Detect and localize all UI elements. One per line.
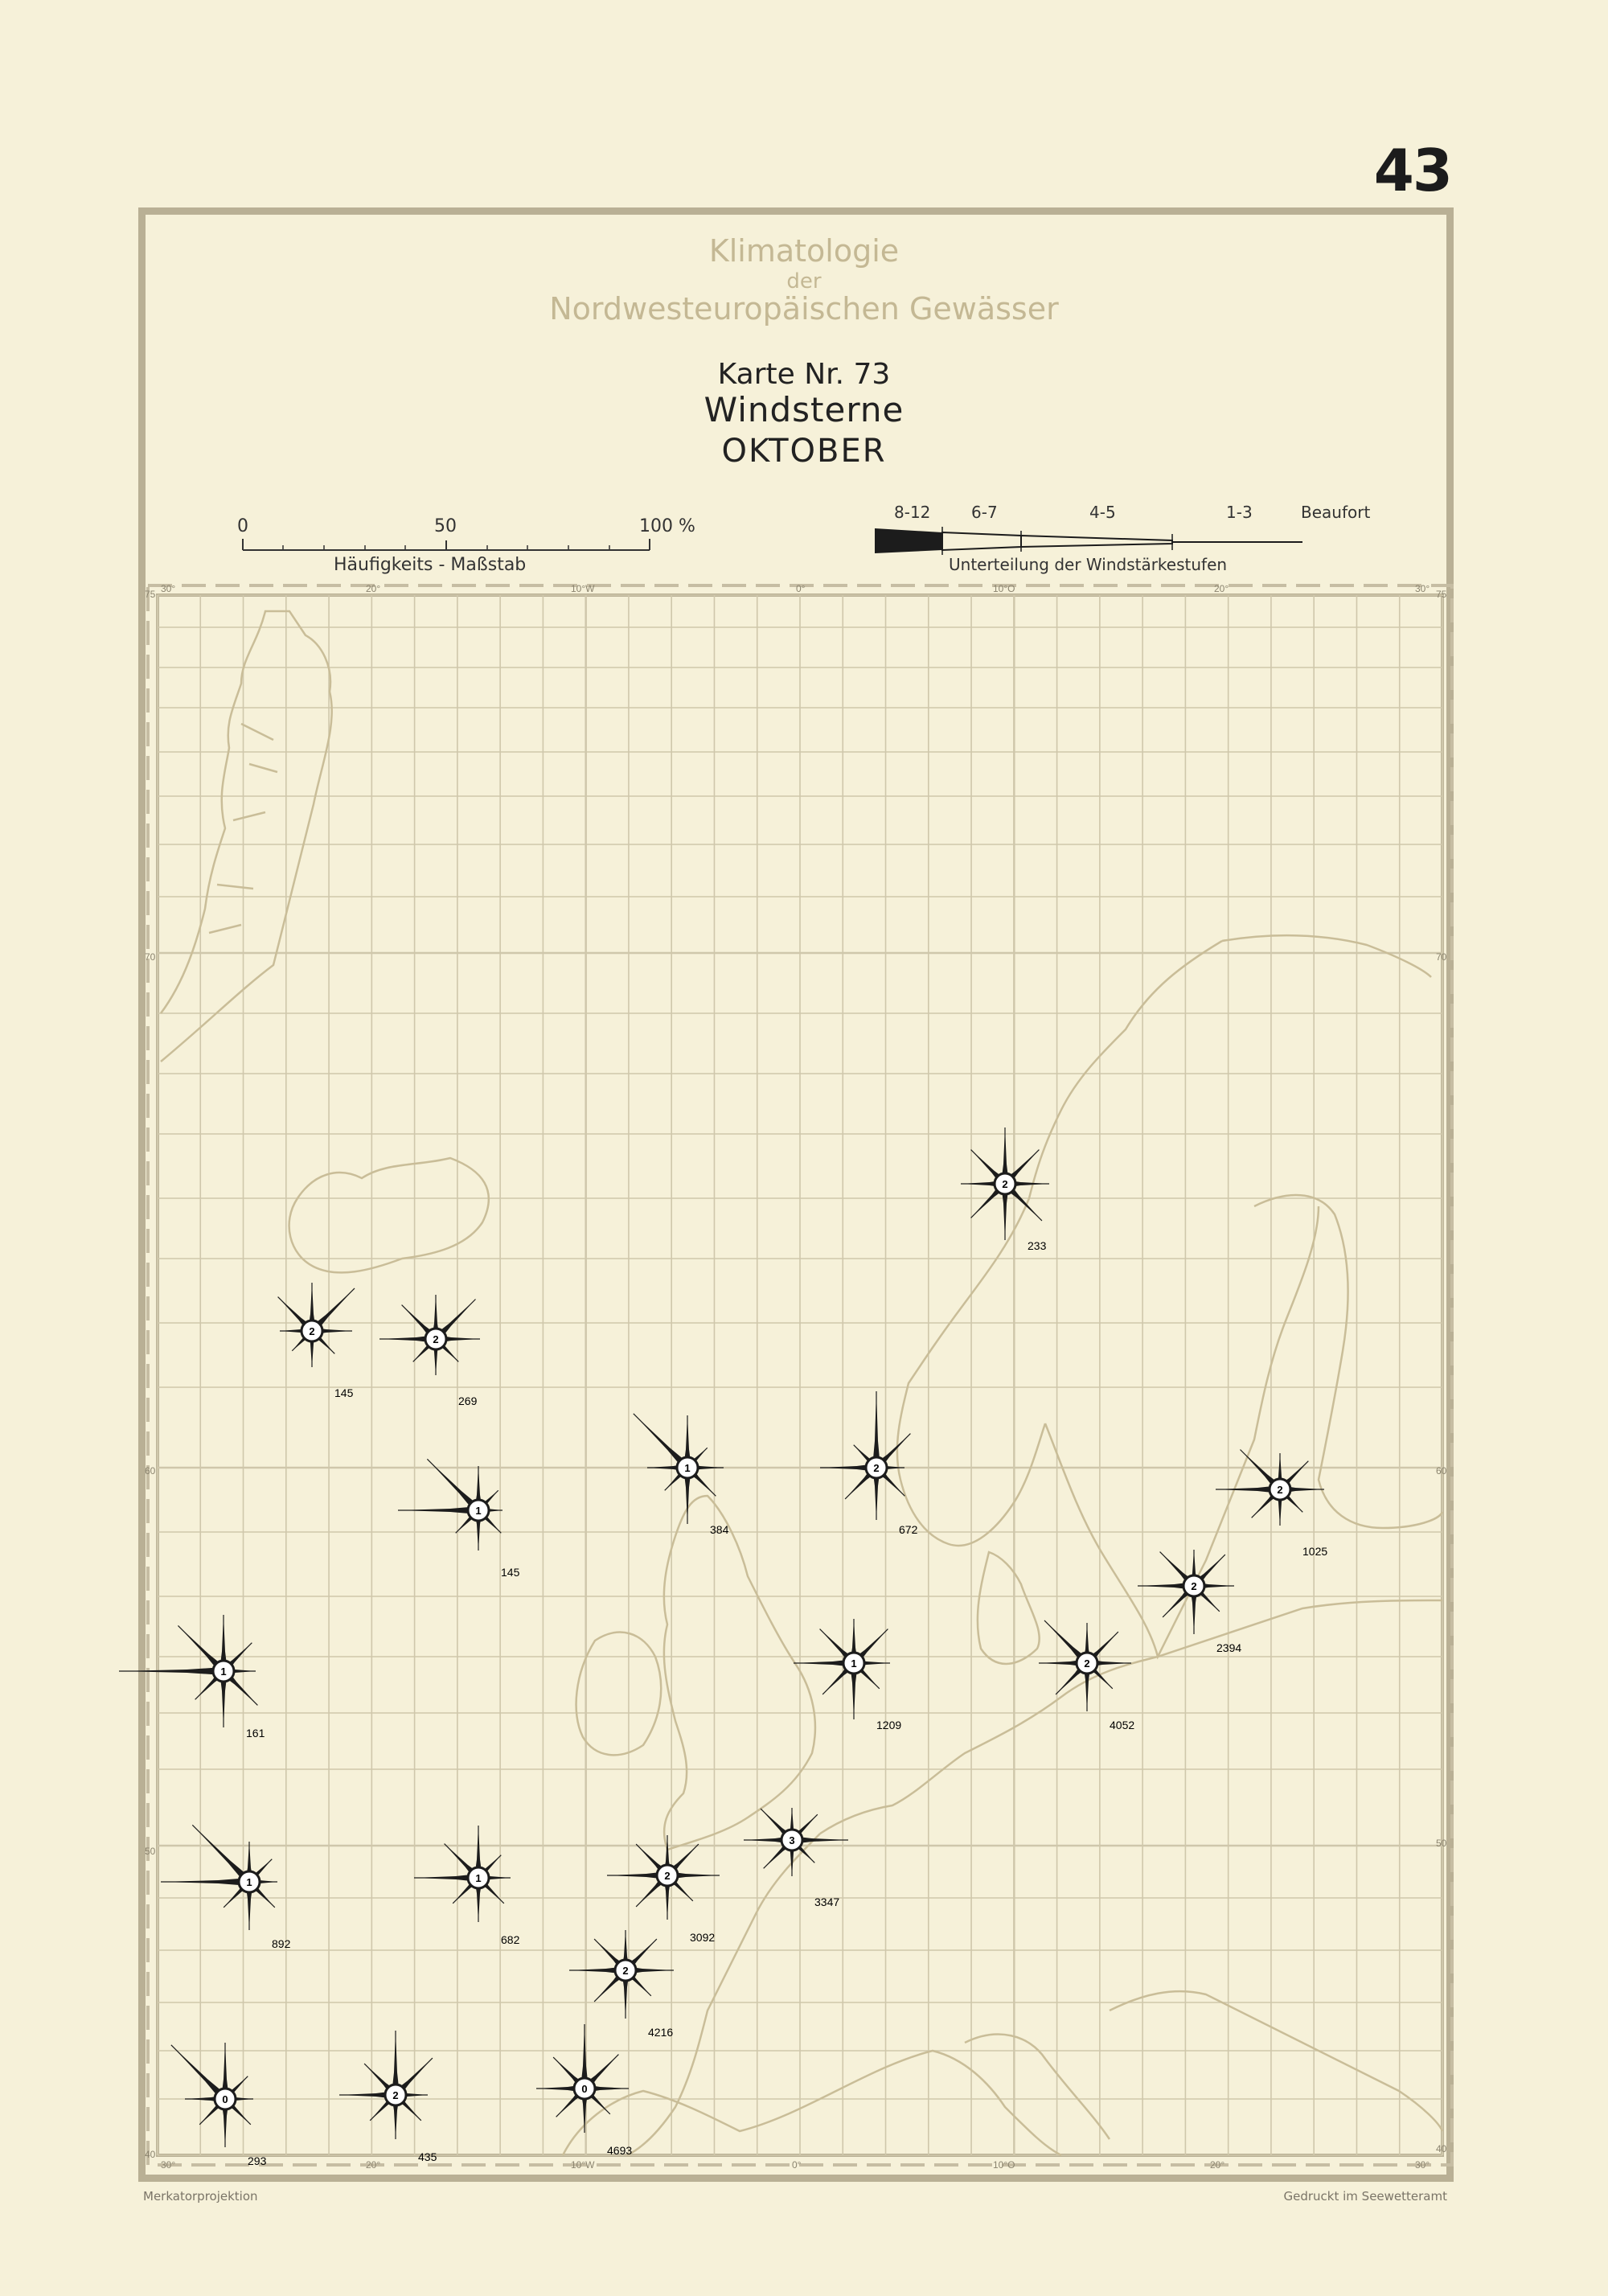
wind-star [171,2043,267,2167]
observation-count: 1025 [1302,1545,1328,1558]
map-subject: Windsterne [704,390,904,429]
scale-tick-100: 100 % [639,516,695,536]
calm-percent: 2 [433,1333,439,1345]
beaufort-scale-label: Unterteilung der Windstärkestufen [949,555,1228,574]
wind-star [1039,1620,1134,1731]
scale-tick-0: 0 [237,516,248,536]
calm-percent: 1 [475,1505,482,1517]
beaufort-class-4-5: 4-5 [1089,503,1116,522]
observation-count: 384 [710,1523,729,1536]
wind-star [161,1825,291,1950]
beaufort-unit: Beaufort [1301,503,1371,522]
calm-percent: 0 [222,2093,228,2105]
grid-label-bottom-10w: 10°W [571,2159,595,2171]
grid-label-top-30w: 30° [161,583,176,594]
grid-label-top-0: 0° [796,583,806,594]
grid-label-bottom-30e: 30° [1415,2159,1430,2171]
wind-star [820,1391,918,1536]
observation-count: 682 [501,1933,520,1946]
observation-count: 4693 [607,2144,633,2157]
grid-label-top-10w: 10°W [571,583,595,594]
calm-percent: 3 [789,1834,795,1846]
calm-percent: 2 [1084,1657,1090,1670]
beaufort-class-8-12: 8-12 [894,503,931,522]
observation-count: 161 [246,1727,265,1739]
observation-count: 145 [334,1386,354,1399]
observation-count: 3092 [690,1931,716,1944]
graticule [158,595,1442,2155]
calm-percent: 1 [220,1666,227,1678]
calm-percent: 1 [475,1872,482,1884]
chart-number: Karte Nr. 73 [717,358,891,391]
grid-label-right-75: 75 [1436,589,1447,600]
grid-label-right-70: 70 [1436,951,1447,963]
page-number: 43 [1373,137,1451,204]
grid-label-left-70: 70 [145,951,156,963]
observation-count: 293 [248,2154,267,2167]
wind-star [379,1295,480,1407]
grid-label-top-10e: 10°O [993,583,1015,594]
observation-count: 4052 [1110,1719,1135,1731]
calm-percent: 2 [664,1870,671,1882]
grid-label-left-60: 60 [145,1465,156,1477]
grid-label-right-40: 40 [1436,2143,1447,2154]
grid-label-bottom-20w: 20° [366,2159,381,2171]
calm-percent: 1 [851,1657,857,1670]
wind-star [536,2024,632,2157]
observation-count: 4216 [648,2026,674,2039]
grid-label-right-60: 60 [1436,1465,1447,1477]
calm-percent: 2 [1002,1178,1008,1190]
frequency-scale-label: Häufigkeits - Maßstab [334,555,527,575]
grid-label-bottom-30w: 30° [161,2159,176,2171]
printer-note: Gedruckt im Seewetteramt [1283,2189,1447,2204]
series-title-line3: Nordwesteuropäischen Gewässer [549,291,1059,327]
grid-label-right-50: 50 [1436,1838,1447,1849]
grid-label-left-75: 75 [145,589,156,600]
grid-label-top-20w: 20° [366,583,381,594]
observation-count: 672 [899,1523,918,1536]
observation-count: 1209 [876,1719,902,1731]
wind-star [961,1127,1049,1252]
grid-label-top-30e: 30° [1415,583,1430,594]
beaufort-class-6-7: 6-7 [971,503,998,522]
wind-star [414,1826,520,1946]
observation-count: 435 [418,2150,437,2163]
calm-percent: 2 [1277,1484,1283,1496]
calm-percent: 2 [309,1325,315,1337]
series-title-line2: der [786,269,822,294]
calm-percent: 1 [684,1462,691,1474]
wind-star [607,1835,720,1944]
grid-label-left-40: 40 [145,2149,156,2160]
grid-label-bottom-10e: 10°O [993,2159,1015,2171]
wind-stars [119,1127,1327,2167]
series-title-line1: Klimatologie [708,233,900,269]
grid-label-left-50: 50 [145,1846,156,1857]
beaufort-class-1-3: 1-3 [1226,503,1253,522]
calm-percent: 2 [873,1462,880,1474]
calm-percent: 2 [1191,1580,1197,1592]
scale-tick-50: 50 [434,516,457,536]
grid-label-bottom-0: 0° [792,2159,802,2171]
map-month: OKTOBER [721,433,887,470]
calm-percent: 2 [622,1965,629,1977]
calm-percent: 1 [246,1876,252,1888]
grid-label-bottom-20e: 20° [1210,2159,1225,2171]
wind-star [1138,1550,1241,1654]
observation-count: 2394 [1216,1641,1242,1654]
observation-count: 269 [458,1394,478,1407]
observation-count: 892 [272,1937,291,1950]
grid-label-top-20e: 20° [1214,583,1229,594]
coastlines [161,611,1442,2155]
observation-count: 145 [501,1566,520,1579]
observation-count: 3347 [814,1896,840,1908]
calm-percent: 2 [392,2089,399,2101]
projection-note: Merkatorprojektion [143,2189,258,2204]
calm-percent: 0 [581,2083,588,2095]
wind-star [398,1459,520,1579]
wind-star [278,1283,355,1399]
observation-count: 233 [1028,1239,1047,1252]
